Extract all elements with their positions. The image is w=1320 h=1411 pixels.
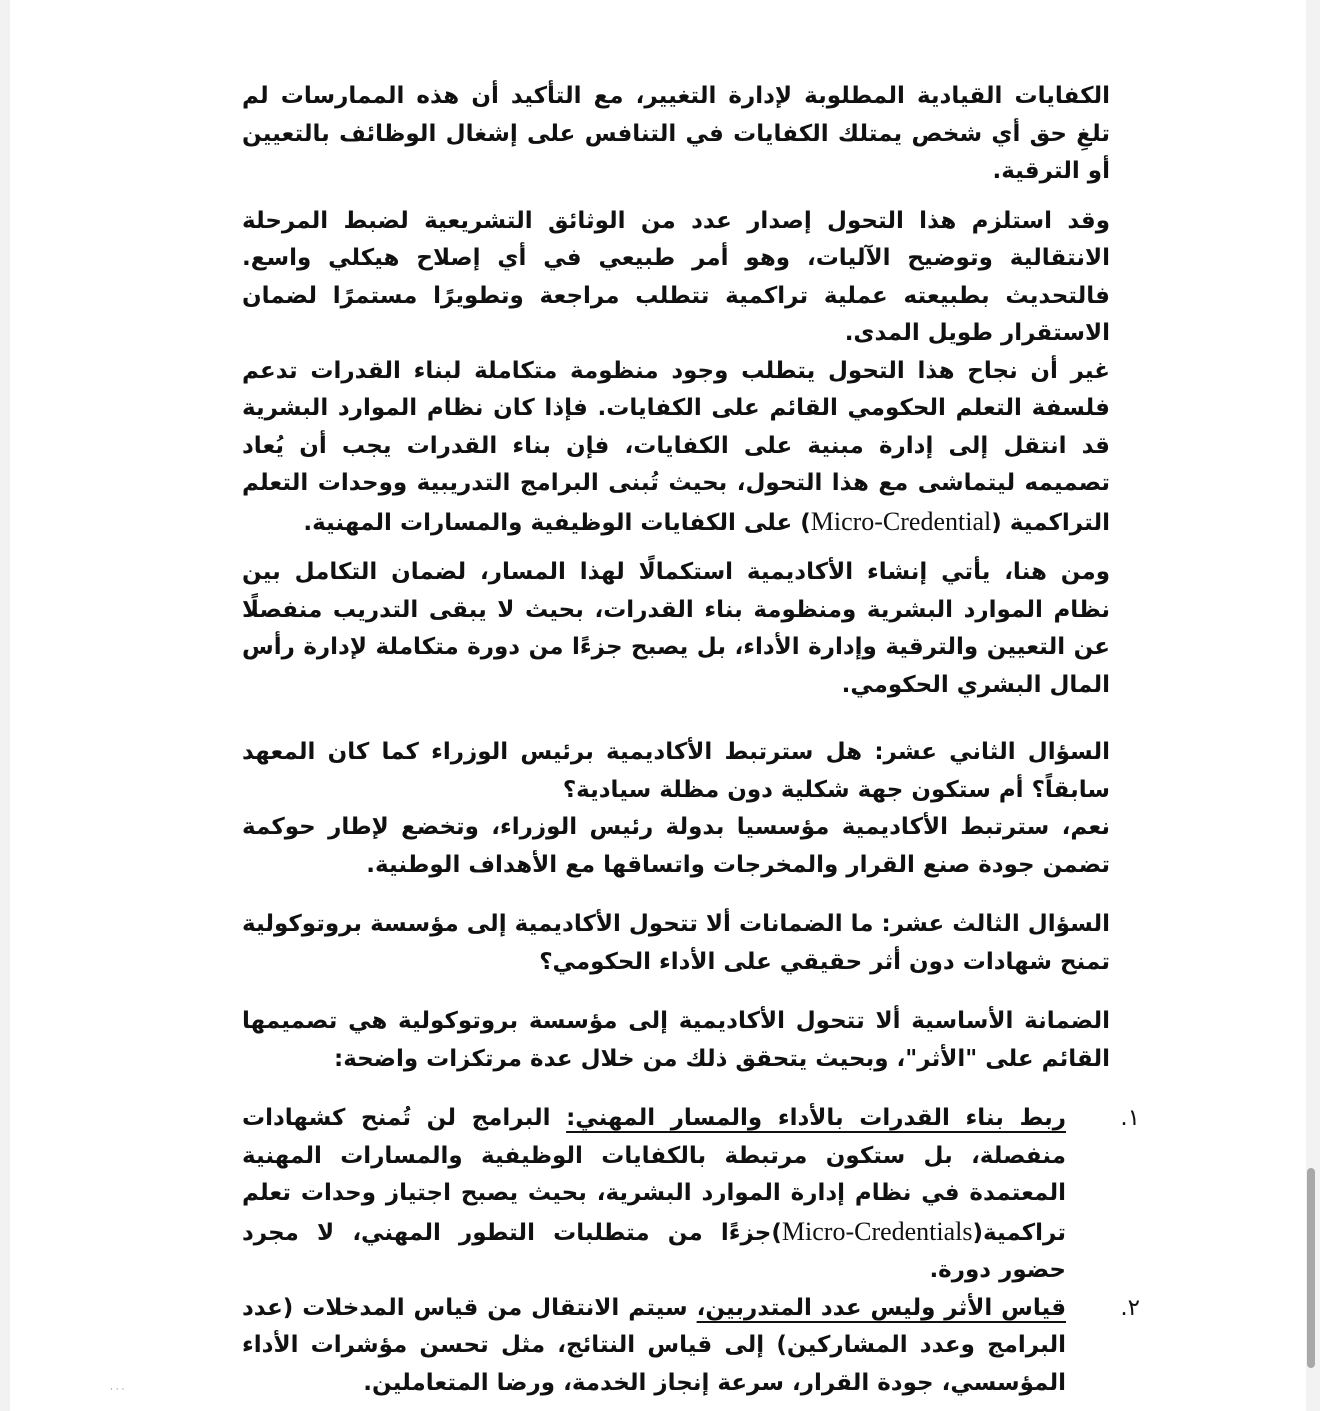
list-number: ١. (1120, 1105, 1140, 1131)
paragraph-legislation: وقد استلزم هذا التحول إصدار عدد من الوثائق التشريعية لضبط المرحلة الانتقالية وتوضيح الآليات، وهو أمر طبيعي في أي إصلاح هيكلي واسع. فالتحديث بطبيعته عملية تراكمية تتطلب مراجعة وتطويرًا مستمرًا لضمان الاستقرار طويل المدى. (242, 207, 1110, 346)
list-number: ٢. (1120, 1294, 1140, 1321)
answer-13: الضمانة الأساسية ألا تتحول الأكاديمية إلى مؤسسة بروتوكولية هي تصميمها القائم على "الأثر"، وبحيث يتحقق ذلك من خلال عدة مرتكزات واضحة: (242, 1008, 1110, 1072)
paragraph-academy-integration: ومن هنا، يأتي إنشاء الأكاديمية استكمالًا لهذا المسار، لضمان التكامل بين نظام الموارد البشرية ومنظومة بناء القدرات، بحيث لا يبقى التدريب منفصلًا عن التعيين والترقية وإدارة الأداء، بل يصبح جزءًا من دورة متكاملة لإدارة رأس المال البشري الحكومي. (242, 559, 1110, 698)
scrollbar-thumb[interactable] (1307, 1168, 1315, 1368)
list-item-title: قياس الأثر وليس عدد المتدربين، (696, 1294, 1066, 1321)
answer-12: نعم، سترتبط الأكاديمية مؤسسيا بدولة رئيس الوزراء، وتخضع لإطار حوكمة تضمن جودة صنع القرار والمخرجات واتساقها مع الأهداف الوطنية. (242, 814, 1110, 878)
document-page (10, 0, 1310, 1411)
list-item: ٢. قياس الأثر وليس عدد المتدربين، سيتم الانتقال من قياس المدخلات (عدد البرامج وعدد المشاركين) إلى قياس النتائج، مثل تحسن مؤشرات الأداء المؤسسي، جودة القرار، سرعة إنجاز الخدمة، ورضا المتعاملين. (242, 1290, 1110, 1403)
micro-credential-term: Micro-Credential (810, 506, 992, 536)
scan-artifacts: · · · (110, 1385, 125, 1395)
document-body (242, 78, 1140, 1402)
question-13: السؤال الثالث عشر: ما الضمانات ألا تتحول الأكاديمية إلى مؤسسة بروتوكولية تمنح شهادات دون أثر حقيقي على الأداء الحكومي؟ (242, 911, 1110, 975)
scrollbar-track[interactable] (1306, 0, 1320, 1411)
list-item: ١. ربط بناء القدرات بالأداء والمسار المهني: البرامج لن تُمنح كشهادات منفصلة، بل ستكون مرتبطة بالكفايات الوظيفية والمسارات المهنية المعتمدة في نظام إدارة الموارد البشرية، بحيث يصبح اجتياز وحدات تعلم تراكمية(Micro-Credentials)جزءًا من متطلبات التطور المهني، لا مجرد حضور دورة. (242, 1100, 1110, 1290)
micro-credentials-term: Micro-Credentials (781, 1216, 973, 1246)
question-12: السؤال الثاني عشر: هل سترتبط الأكاديمية برئيس الوزراء كما كان المعهد سابقاً؟ أم ستكون جهة شكلية دون مظلة سيادية؟ (242, 739, 1110, 803)
paragraph-capacity-building: غير أن نجاح هذا التحول يتطلب وجود منظومة متكاملة لبناء القدرات تدعم فلسفة التعلم الحكومي القائم على الكفايات. فإذا كان نظام الموارد البشرية قد انتقل إلى إدارة مبنية على الكفايات، فإن بناء القدرات يجب أن يُعاد تصميمه ليتماشى مع هذا التحول، بحيث تُبنى البرامج التدريبية ووحدات التعلم التراكمية (Micro-Credential) على الكفايات الوظيفية والمسارات المهنية. (242, 357, 1110, 536)
paragraph-competencies: الكفايات القيادية المطلوبة لإدارة التغيير، مع التأكيد أن هذه الممارسات لم تلغِ حق أي شخص يمتلك الكفايات في التنافس على إشغال الوظائف بالتعيين أو الترقية. (242, 83, 1110, 184)
guarantees-list (242, 1100, 1140, 1402)
list-item-title: ربط بناء القدرات بالأداء والمسار المهني: (566, 1105, 1067, 1131)
